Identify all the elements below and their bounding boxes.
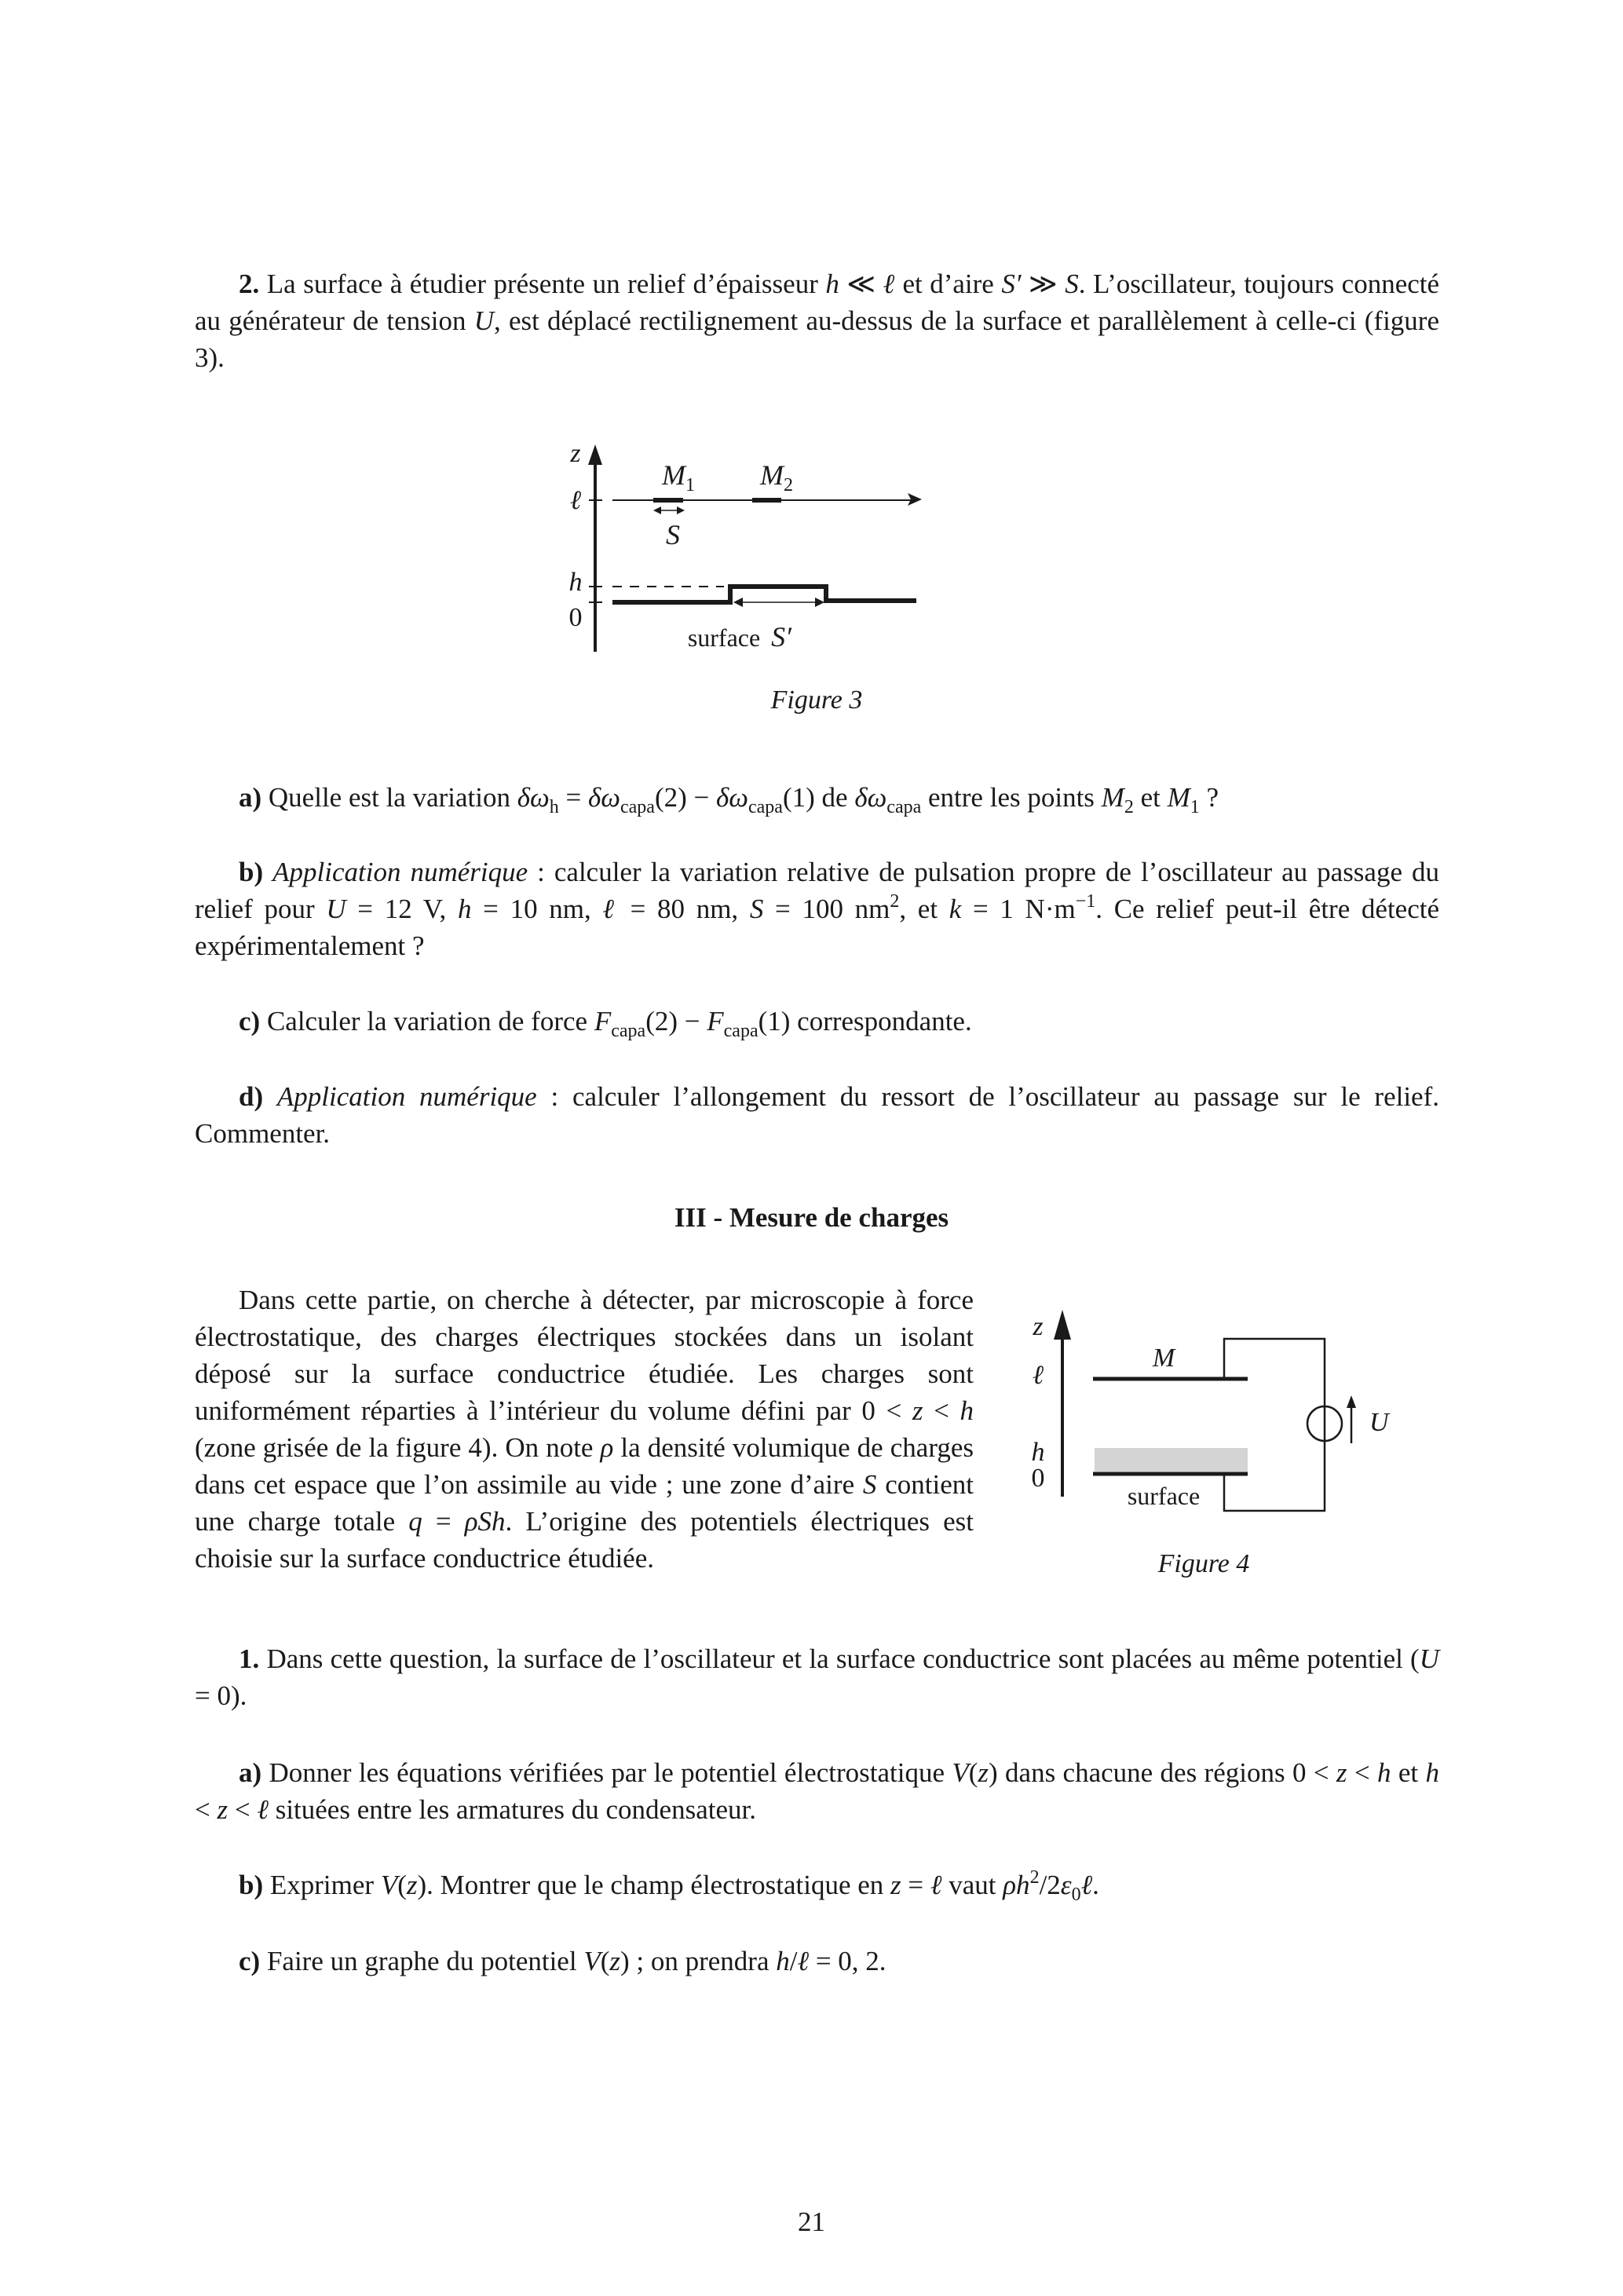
text-run: = 100 nm [763,894,890,924]
text-run: ? [1199,782,1219,813]
text-run: M [1167,782,1190,813]
text-run: ℓ [930,1870,942,1900]
text-run: δω [854,782,887,813]
text-run: contient une charge totale [195,1469,974,1537]
text-run: S′ [1001,269,1022,299]
section-heading: III - Mesure de charges [674,1202,949,1233]
text-run: (1) correspondante. [758,1006,972,1036]
z-axis-arrowhead-icon [1054,1310,1071,1340]
z-axis-arrowhead-icon [588,444,602,465]
text-run: 2 [890,891,900,912]
label-u: U [1369,1408,1389,1437]
label-m1: $M_1$ [662,459,695,495]
text-run: < [195,1794,217,1825]
text-run: h [776,1946,790,1976]
text-run: h [1377,1757,1391,1788]
text-run: . [1092,1870,1099,1900]
text-run: . L’oscillateur, toujours connecté au générateur de tension [195,269,1440,336]
text-run: h [1425,1757,1439,1788]
text-run: (2) − [654,782,716,813]
text-run: δω [716,782,748,813]
text-run: 2 [1124,797,1134,817]
text-run: S [749,894,764,924]
text-run: , est déplacé rectilignement au-dessus de la surface et parallèlement à celle-ci (figure 3). [195,305,1439,373]
question-2c [195,1003,1439,1040]
text-run: ( [397,1870,407,1900]
arrowhead-icon [815,598,824,607]
section-intro [195,1281,974,1577]
text-run: Application numérique [276,1081,537,1112]
text-run: ≫ [1021,269,1066,299]
text-run: Dans cette question, la surface de l’oscillateur et la surface conductrice sont placées au même potentiel ( [259,1643,1420,1674]
arrowhead-icon [653,506,661,514]
text-run: = 10 nm, [471,894,603,924]
text-run: F [707,1006,724,1036]
text-run: k [949,894,962,924]
text-run: z [217,1794,228,1825]
text-run: (zone grisée de la figure 4). On note [195,1432,601,1463]
text-run: ℓ [257,1794,269,1825]
text-run: Exprimer [263,1870,381,1900]
text-run: et [1133,782,1168,813]
question-1c [195,1943,1439,1980]
text-run: ). Montrer que le champ électrostatique en [417,1870,891,1900]
text-run: < [923,1395,960,1426]
text-run: S [1065,269,1079,299]
text-run: vaut [941,1870,1003,1900]
text-run: z [890,1870,901,1900]
text-run [263,1081,277,1112]
arrowhead-icon [677,506,685,514]
text-run: / [789,1946,798,1976]
text-run: (1) de [782,782,855,813]
text-run: ρSh [464,1506,506,1537]
text-run: V [952,1757,969,1788]
text-run: la densité volumique de charges dans cet espace que l’on assimile au vide ; une zone d’aire [195,1432,974,1500]
text-run: capa [886,797,922,817]
text-run: ℓ [883,269,895,299]
surface-profile [612,587,916,602]
text-run: = [901,1870,930,1900]
text-run: δω [587,782,620,813]
text-run: S [862,1469,877,1500]
text-run: δω [517,782,550,813]
label-m: M [1152,1344,1175,1373]
text-run: Calculer la variation de force [260,1006,594,1036]
text-run: = 0, 2. [809,1946,886,1976]
question-1a [195,1754,1439,1828]
text-run: = [422,1506,465,1537]
text-run: z [1336,1757,1347,1788]
text-run: ℓ [1080,1870,1093,1900]
text-run: et [1391,1757,1426,1788]
text-run: a) [239,782,262,813]
text-run: b) [239,1870,264,1900]
text-run: V [583,1946,601,1976]
label-l: ℓ [1032,1361,1044,1390]
question-1 [195,1640,1439,1714]
text-run: 0 [1071,1885,1081,1905]
text-run: M [1101,782,1124,813]
text-run: situées entre les armatures du condensateur. [268,1794,756,1825]
text-run: 2. [239,269,260,299]
text-run: 1. [239,1643,260,1674]
label-0: 0 [568,603,583,632]
text-run: ℓ [602,894,619,924]
text-run: = 0). [195,1680,247,1711]
text-run: ℓ [797,1946,810,1976]
figure-3-caption: Figure 3 [770,686,863,715]
label-surface: surface [687,623,761,652]
arrowhead-icon [733,598,743,607]
text-run: . Ce relief peut-il être détecté expérimentalement ? [195,894,1440,961]
text-run: ρh [1003,1870,1030,1900]
label-z: z [570,439,581,468]
text-run: U [1419,1643,1439,1674]
text-run: V [380,1870,398,1900]
text-run: Quelle est la variation [261,782,517,813]
text-run: = 1 N·m [961,894,1076,924]
text-run: , et [899,894,949,924]
label-s: S [666,519,680,550]
text-run: capa [723,1021,758,1041]
text-run: (2) − [645,1006,707,1036]
text-run: : calculer la variation relative de pulsation propre de l’oscillateur au passage du relief pour [195,857,1440,924]
text-run: = 12 V, [345,894,458,924]
label-0: 0 [1031,1464,1045,1493]
text-run: z [978,1757,989,1788]
text-run: ε [1060,1870,1072,1900]
text-run: U [326,894,346,924]
label-z: z [1033,1312,1044,1341]
label-surface: surface [1127,1482,1201,1510]
label-m2: $M_2$ [760,459,793,495]
text-run: = [558,782,588,813]
question-2b [195,854,1439,964]
text-run: ( [968,1757,978,1788]
text-run: /2 [1039,1870,1061,1900]
text-run: h [825,269,839,299]
text-run: h [960,1395,974,1426]
text-run: < [228,1794,258,1825]
text-run: La surface à étudier présente un relief d’épaisseur [259,269,826,299]
circuit-wire [1224,1339,1325,1511]
text-run: ≪ [839,269,883,299]
label-l: ℓ [569,486,582,515]
label-h: h [1031,1438,1045,1467]
text-run: capa [748,797,783,817]
text-run: Application numérique [272,857,528,887]
text-run: capa [611,1021,646,1041]
text-run: 2 [1029,1867,1040,1888]
label-s-prime: S′ [771,621,791,653]
page-number: 21 [798,2206,825,2237]
text-run: ( [600,1946,610,1976]
text-run: F [594,1006,612,1036]
text-run: Donner les équations vérifiées par le potentiel électrostatique [261,1757,952,1788]
text-run: Faire un graphe du potentiel [260,1946,584,1976]
text-run: q [408,1506,422,1537]
text-run: c) [239,1946,261,1976]
figure-4 [1032,1310,1391,1578]
text-run: : calculer l’allongement du ressort de l’oscillateur au passage sur le relief. Commenter. [195,1081,1440,1149]
text-run: h [457,894,472,924]
text-run: d) [239,1081,264,1112]
figure-3 [569,439,923,715]
charged-layer [1095,1448,1248,1472]
text-run: entre les points [921,782,1102,813]
text-run: a) [239,1757,262,1788]
text-run: h [549,797,559,817]
text-run: z [609,1946,620,1976]
arrowhead-icon [1347,1395,1356,1408]
text-run: b) [239,857,264,887]
text-run: −1 [1075,891,1096,912]
text-run: ) ; on prendra [620,1946,777,1976]
text-run: ρ [600,1432,614,1463]
text-run: z [406,1870,418,1900]
text-run: Dans cette partie, on cherche à détecter, par microscopie à force électrostatique, des charges électriques stockées dans un isolant déposé sur la surface conductrice étudiée. Les charges sont uniformément réparties à l’intérieur du volume défini par 0 < [195,1285,974,1426]
text-run: 1 [1190,797,1200,817]
question-1b [195,1866,1439,1903]
text-run: U [473,305,494,336]
text-run [263,857,272,887]
question-2d [195,1078,1439,1152]
text-run: = 80 nm, [618,894,750,924]
text-run: c) [239,1006,261,1036]
text-run: . L’origine des potentiels électriques est choisie sur la surface conductrice étudiée. [195,1506,974,1574]
text-run: ) dans chacune des régions 0 < [989,1757,1336,1788]
question-2a [195,779,1439,816]
label-h: h [568,568,583,597]
text-run: capa [620,797,655,817]
figure-4-caption: Figure 4 [1157,1549,1250,1578]
text-run: < [1347,1757,1378,1788]
text-run: et d’aire [894,269,1002,299]
text-run: z [912,1395,923,1426]
